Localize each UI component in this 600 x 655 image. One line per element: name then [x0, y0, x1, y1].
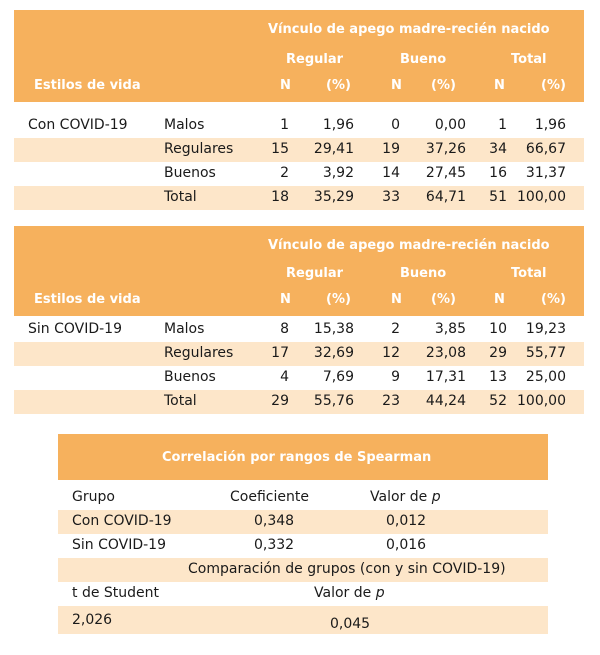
group-header-bueno: Bueno	[400, 266, 447, 281]
cell: 64,71	[425, 189, 466, 205]
sub-header: (%)	[541, 78, 566, 93]
row-label: Total	[164, 393, 197, 409]
table-row	[14, 114, 584, 138]
sub-header: (%)	[431, 78, 456, 93]
sub-header: N	[280, 78, 291, 93]
row-label: Buenos	[164, 369, 216, 385]
cell: 1,96	[534, 117, 566, 133]
group-header-regular: Regular	[286, 266, 344, 281]
cell: 12	[382, 345, 400, 361]
row-label-header: Estilos de vida	[34, 292, 141, 307]
spearman-header	[58, 434, 548, 480]
cell: 7,69	[322, 369, 354, 385]
cell: 1	[280, 117, 289, 133]
cell: 19	[382, 141, 400, 157]
comparison-title: Comparación de grupos (con y sin COVID-19)	[188, 561, 506, 577]
sub-header: N	[391, 78, 402, 93]
cell: 37,26	[425, 141, 466, 157]
cell: 44,24	[425, 393, 466, 409]
t-student-label: t de Student	[72, 585, 160, 601]
spearman-title: Correlación por rangos de Spearman	[162, 450, 432, 465]
cell: 16	[489, 165, 507, 181]
coef-cell: 0,348	[254, 513, 295, 529]
sub-header: (%)	[326, 78, 351, 93]
table-row	[14, 366, 584, 390]
cell: 3,92	[322, 165, 354, 181]
group-header-regular: Regular	[286, 52, 344, 67]
cell: 66,67	[525, 141, 566, 157]
super-header: Vínculo de apego madre-recién nacido	[268, 238, 550, 253]
t-student-value-row	[58, 606, 548, 634]
table-row	[14, 390, 584, 414]
table-sin-covid	[14, 226, 584, 414]
comparison-row	[58, 558, 548, 582]
table-header	[14, 10, 584, 102]
cell: 34	[489, 141, 507, 157]
cell: 35,29	[313, 189, 354, 205]
p-cell: 0,016	[386, 537, 427, 553]
table-row	[14, 342, 584, 366]
spearman-table	[58, 434, 548, 634]
cell: 3,85	[434, 321, 466, 337]
table-header	[14, 226, 584, 316]
super-header: Vínculo de apego madre-recién nacido	[268, 22, 550, 37]
row-label: Total	[164, 189, 197, 205]
cell: 17	[271, 345, 289, 361]
cell: 33	[382, 189, 400, 205]
table-row	[58, 534, 548, 558]
sub-header: (%)	[431, 292, 456, 307]
cell: 19,23	[525, 321, 566, 337]
cell: 100,00	[517, 189, 566, 205]
table-con-covid	[14, 10, 584, 210]
group-label: Sin COVID-19	[28, 321, 123, 337]
table-row	[14, 138, 584, 162]
grupo-cell: Sin COVID-19	[72, 537, 167, 553]
sub-header: N	[494, 292, 505, 307]
cell: 4	[280, 369, 289, 385]
t-p-label: Valor de p	[314, 585, 385, 601]
cell: 52	[489, 393, 507, 409]
group-label: Con COVID-19	[28, 117, 128, 133]
cell: 0,00	[434, 117, 466, 133]
row-label: Buenos	[164, 165, 216, 181]
row-label: Malos	[164, 321, 205, 337]
cell: 100,00	[517, 393, 566, 409]
cell: 14	[382, 165, 400, 181]
sub-header: (%)	[541, 292, 566, 307]
cell: 8	[280, 321, 289, 337]
sub-header: (%)	[326, 292, 351, 307]
t-student-header-row	[58, 582, 548, 606]
cell: 25,00	[525, 369, 566, 385]
table-row	[14, 186, 584, 210]
cell: 2	[391, 321, 400, 337]
cell: 15	[271, 141, 289, 157]
p-cell: 0,012	[386, 513, 427, 529]
col-header-valor-p: Valor de p	[370, 489, 441, 505]
group-header-bueno: Bueno	[400, 52, 447, 67]
row-label-header: Estilos de vida	[34, 78, 141, 93]
cell: 9	[391, 369, 400, 385]
coef-cell: 0,332	[254, 537, 295, 553]
cell: 10	[489, 321, 507, 337]
row-label: Malos	[164, 117, 205, 133]
cell: 55,76	[313, 393, 354, 409]
group-header-total: Total	[511, 266, 547, 281]
spearman-column-headers	[58, 486, 548, 510]
cell: 17,31	[425, 369, 466, 385]
cell: 23,08	[425, 345, 466, 361]
cell: 29	[489, 345, 507, 361]
group-header-total: Total	[511, 52, 547, 67]
cell: 15,38	[313, 321, 354, 337]
table-row	[14, 318, 584, 342]
table-row	[14, 162, 584, 186]
sub-header: N	[280, 292, 291, 307]
cell: 29,41	[313, 141, 354, 157]
cell: 55,77	[525, 345, 566, 361]
cell: 1	[498, 117, 507, 133]
table-row	[58, 510, 548, 534]
cell: 13	[489, 369, 507, 385]
row-label: Regulares	[164, 345, 234, 361]
t-value: 2,026	[72, 612, 113, 628]
cell: 27,45	[425, 165, 466, 181]
cell: 1,96	[322, 117, 354, 133]
grupo-cell: Con COVID-19	[72, 513, 172, 529]
cell: 29	[271, 393, 289, 409]
col-header-grupo: Grupo	[72, 489, 115, 505]
t-p-value: 0,045	[330, 616, 371, 632]
row-label: Regulares	[164, 141, 234, 157]
cell: 31,37	[525, 165, 566, 181]
cell: 32,69	[313, 345, 354, 361]
cell: 0	[391, 117, 400, 133]
col-header-coeficiente: Coeficiente	[230, 489, 309, 505]
sub-header: N	[494, 78, 505, 93]
sub-header: N	[391, 292, 402, 307]
cell: 18	[271, 189, 289, 205]
cell: 23	[382, 393, 400, 409]
cell: 51	[489, 189, 507, 205]
cell: 2	[280, 165, 289, 181]
